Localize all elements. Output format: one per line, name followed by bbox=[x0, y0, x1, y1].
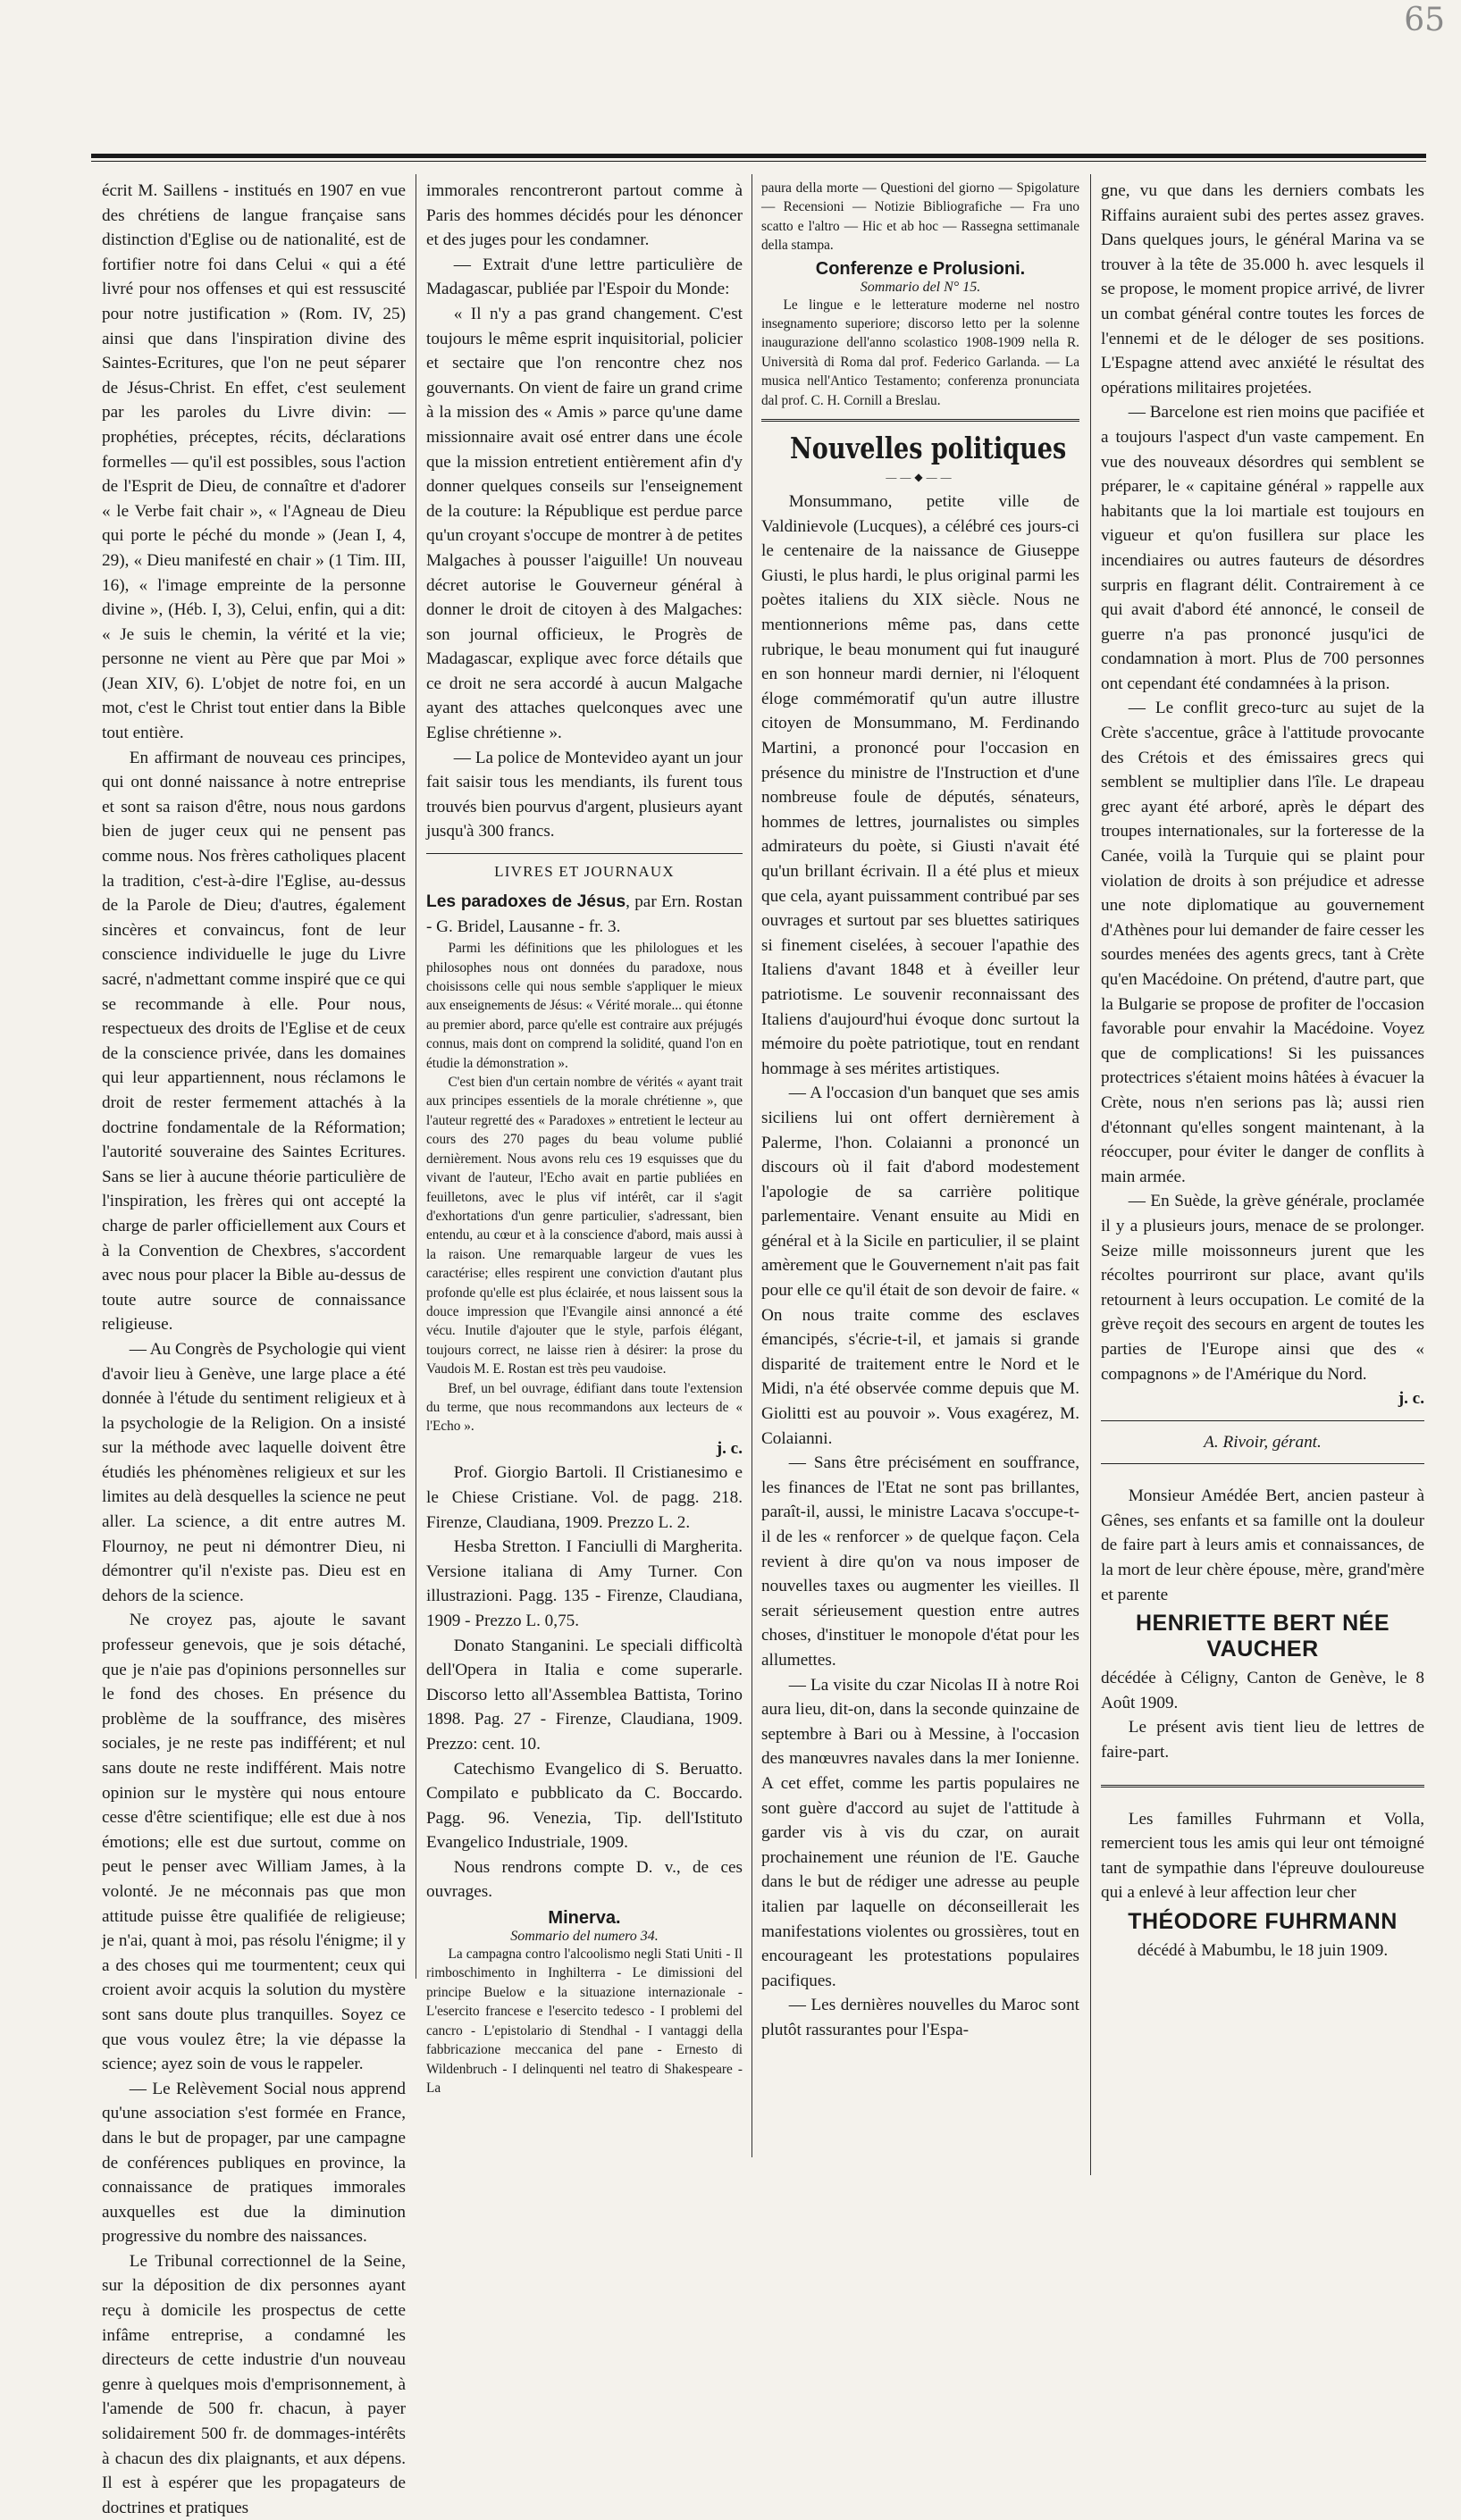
paragraph: Monsummano, petite ville de Valdinievole (Lucques), a célébré ces jours-ci le centenaire de la naissance de Giuseppe Giusti, le plus hardi, le plus original parmi les poètes italiens du XIX siècle. Nous ne mentionnerions même pas, dans cette rubrique, le beau monument qui fut inauguré en son honneur mardi dernier, ni l'éloquent éloge commémoratif qu'un autre illustre citoyen de Monsummano, M. Ferdinando Martini, a prononcé pour l'occasion en présence du ministre de l'Instruction et d'une nombreuse foule de députés, sénateurs, hommes de lettres, journalistes ou simples admirateurs du poète, si Giusti n'avait été qu'un brillant écrivain. Il a été plus et mieux que cela, ayant puissamment contribué par ses ouvrages et surtout par ses bluettes satiriques si finement ciselées, à secouer l'apathie des Italiens d'avant 1848 et à éveiller leur patriotisme. Le souvenir reconnaissant des Italiens d'aujourd'hui évoque donc surtout la mémoire du poète patriotique, tout en rendant hommage à ses mérites artistiques. bbox=[761, 492, 1079, 1078]
section-rule bbox=[761, 419, 1079, 422]
book-entry: Donato Stanganini. Le speciali difficoltà dell'Opera in Italia e come superarle. Discorso letto all'Assemblea Battista, Torino 1898. Pag. 27 - Firenze, Claudiana, 1909. Prezzo: cent. 10. bbox=[426, 1636, 743, 1754]
notice-text: décédée à Céligny, Canton de Genève, le 8 Août 1909. bbox=[1101, 1669, 1424, 1712]
header-rule-thin bbox=[91, 161, 1426, 162]
paragraph: — Le conflit greco-turc au sujet de la Crète s'accentue, grâce à l'attitude provocante des Crétois et des émissaires grecs qui semblent se multiplier dans l'île. Le drapeau grec ayant été arboré, après le départ des troupes internationales, sur la forteresse de la Canée, voilà la Turquie qui se plaint pour violation de droits à son préjudice et adresse une note diplomatique au gouvernement d'Athènes pour lui demander de faire cesser les sourdes menées des agents grecs, tant à Crète qu'en Macédoine. On prétend, d'autre part, que la Bulgarie se propose de profiter de l'occasion favorable pour envahir la Macédoine. Voyez que de complications! Si les puissances protectrices s'étaient moins hâtées à évacuer la Crète, nous n'en serions pas là; aussi rien d'étonnant qu'elles songent maintenant, à la réoccuper, pour éviter le danger de conflits à main armée. bbox=[1101, 699, 1425, 1186]
book-entry: Catechismo Evangelico di S. Beruatto. Compilato e pubblicato da C. Boccardo. Pagg. 96. Venezia, Tip. dell'Istituto Evangelico Industriale, 1909. bbox=[426, 1759, 743, 1853]
section-rule bbox=[426, 853, 743, 854]
gerant-line: A. Rivoir, gérant. bbox=[1204, 1432, 1322, 1452]
section-title: LIVRES ET JOURNAUX bbox=[494, 863, 675, 881]
column-divider bbox=[1090, 174, 1091, 2175]
minerva-subtitle: Sommario del numero 34. bbox=[510, 1929, 659, 1945]
page-number: 65 bbox=[1404, 2, 1445, 38]
column-1 bbox=[102, 179, 406, 2517]
divider bbox=[1101, 1463, 1424, 1464]
review-paragraph: C'est bien d'un certain nombre de vérités « ayant trait aux principes essentiels de la morale chrétienne », que l'auteur regretté des « Paradoxes » entretient le lecteur au cours des 270 pages du beau volume publié dernièrement. Nous avons relu ces 19 esquisses que du vivant de l'auteur, l'Echo avait en partie publiées en feuilletons, avec le plus vif intérêt, car il s'agit d'exhortations d'un genre particulier, s'adressant, bien entendu, au cœur et à la conscience d'abord, mais aussi à la raison. Une remarquable largeur de vues les caractérise; elles respirent une conviction d'autant plus profonde qu'elle est plus éclairée, et nous laissent sous la douce impression que l'Evangile ainsi annoncé a été vécu. Inutile d'ajouter que le style, parfois élégant, toujours correct, ne laisse rien à désirer: la prose du Vaudois M. E. Rostan est très peu vaudoise. bbox=[426, 1075, 743, 1377]
notice-text: Le présent avis tient lieu de lettres de faire-part. bbox=[1101, 1718, 1424, 1762]
notice-text: Les familles Fuhrmann et Volla, remercient tous les amis qui leur ont témoigné tant de sympathie dans l'épreuve douloureuse qui a enlevé à leur affection leur cher bbox=[1101, 1809, 1424, 1903]
deceased-name: THÉODORE FUHRMANN bbox=[1128, 1909, 1398, 1934]
paragraph: immorales rencontreront partout comme à Paris des hommes décidés pour les dénoncer et des juges pour les condamner. bbox=[426, 181, 743, 250]
paragraph: — Extrait d'une lettre particulière de Madagascar, publiée par l'Espoir du Monde: bbox=[426, 255, 743, 299]
paragraph: — Au Congrès de Psychologie qui vient d'avoir lieu à Genève, une large place a été donnée à l'étude du sentiment religieux et à la psychologie de la Religion. On a insisté sur la méthode avec laquelle doivent être étudiés les phénomènes religieux et sur les limites au delà desquelles la science ne peut aller. La science, a dit entre autres M. Flournoy, ne peut ni démontrer Dieu, ni démontrer qu'il n'existe pas. Dieu est en dehors de la science. bbox=[102, 1339, 406, 1605]
book-title: Les paradoxes de Jésus bbox=[426, 892, 626, 912]
minerva-title: Minerva. bbox=[548, 1908, 621, 1929]
column-2 bbox=[426, 179, 743, 2144]
column-divider bbox=[751, 174, 752, 2157]
deceased-name: HENRIETTE BERT NÉE VAUCHER bbox=[1135, 1611, 1390, 1662]
review-paragraph: Parmi les définitions que les philologues et les philosophes nous ont données du paradoxe, nous choisissons celle qui nous semble s'appliquer le mieux aux enseignements de Jésus: « Vérité morale... qui étonne au premier abord, parce qu'elle est contraire aux préjugés connus, mais dont on comprend la solidité, quand l'on en étudie la démonstration ». bbox=[426, 941, 743, 1071]
paragraph: — La police de Montevideo ayant un jour fait saisir tous les mendiants, ils furent tous trouvés bien pourvus d'argent, plusieurs ayant jusqu'à 300 francs. bbox=[426, 748, 743, 841]
conferenze-summary: Le lingue e le letterature moderne nel nostro insegnamento superiore; discorso letto per la solenne inaugurazione dell'anno scolastico 1908-1909 nella R. Università di Roma dal prof. Federico Garlanda. — La musica nell'Antico Testamento; conferenza pronunciata dal prof. C. H. Cornill a Breslau. bbox=[761, 297, 1079, 408]
header-rule bbox=[91, 154, 1426, 158]
paragraph: En affirmant de nouveau ces principes, qui ont donné naissance à notre entreprise et sont sa raison d'être, nous nous gardons bien de juger ceux qui ne pensent pas comme nous. Nos frères catholiques placent la tradition, c'est-à-dire l'Eglise, au-dessus de la Parole de Dieu; d'autres, également sincères et convaincus, font de leur conscience individuelle le juge du Livre sacré, n'admettant comme inspiré que ce qui se recommande à elle. Pour nous, respectueux des droits de l'Eglise et de ceux de la conscience privée, dans les domaines qui leur appartiennent, nous réclamons le droit de rester fermement attachés à la doctrine fondamentale de la Réformation; l'autorité souveraine des Saintes Ecritures. Sans se lier à aucune théorie particulière de l'inspiration, les frères qui ont accepté la charge de parler officiellement aux Cours et à la Convention de Chexbres, s'accordent avec nous pour placer la Bible au-dessus de toute autre source de connaissance religieuse. bbox=[102, 748, 406, 1335]
signature: j. c. bbox=[716, 1438, 743, 1458]
column-3 bbox=[761, 179, 1079, 2175]
paragraph: — En Suède, la grève générale, proclamée il y a plusieurs jours, menace de se prolonger. Seize mille moissonneurs jurent que les récoltes pourriront sur place, avant qu'ils retournent à leurs occupation. Le comité de la grève reçoit des secours en argent de toutes les parties de l'Europe ainsi que des « compagnons » de l'Amérique du Nord. bbox=[1101, 1192, 1424, 1384]
book-entry: Prof. Giorgio Bartoli. Il Cristianesimo e le Chiese Cristiane. Vol. de pagg. 218. Firenze, Claudiana, 1909. Prezzo L. 2. bbox=[426, 1463, 743, 1532]
minerva-summary-cont: paura della morte — Questioni del giorno — Spigolature — Recensioni — Notizie Bibliografiche — Fra uno scatto e l'altro — Hic et ab hoc — Rassegna settimanale della stampa. bbox=[761, 180, 1079, 254]
conferenze-subtitle: Sommario del N° 15. bbox=[860, 279, 981, 295]
book-entry bbox=[426, 890, 743, 939]
paragraph: — Le Relèvement Social nous apprend qu'une association s'est formée en France, dans le but de propager, par une campagne de conférences publiques en province, la connaissance de pratiques immorales auxquelles est due la diminution progressive du nombre des naissances. bbox=[102, 2079, 406, 2247]
review-paragraph: Bref, un bel ouvrage, édifiant dans toute l'extension du terme, que nous recommandons aux lecteurs de « l'Echo ». bbox=[426, 1380, 743, 1435]
paragraph: Le Tribunal correctionnel de la Seine, sur la déposition de dix personnes ayant reçu à domicile les prospectus de cette infâme entreprise, a condamné les directeurs de cette industrie d'un nouveau genre à quelques mois d'emprisonnement, à l'amende de 500 fr. chacun, à payer solidairement 500 fr. de dommages-intérêts à chacun des dix plaignants, et aux dépens. Il est à espérer que les propagateurs de doctrines et pratiques bbox=[102, 2251, 406, 2517]
divider bbox=[1101, 1785, 1424, 1787]
minerva-summary: La campagna contro l'alcoolismo negli Stati Uniti - Il rimboschimento in Inghilterra - Le dimissioni del principe Buelow e la situazione internazionale - L'esercito francese e l'esercito tedesco - I problemi del cancro - L'epistolario di Stendhal - I vantaggi della fabbricazione meccanica del pane - Ernesto di Wildenbruch - I delinquenti nel teatro di Shakespeare - La bbox=[426, 1947, 743, 2096]
paragraph: — La visite du czar Nicolas II à notre Roi aura lieu, dit-on, dans la seconde quinzaine de septembre à Bari ou à Messine, à l'occasion des manœuvres navales dans la mer Ionienne. A cet effet, comme les partis populaires ne sont guère d'accord au sujet de l'attitude à garder vis à vis du czar, on aurait prochainement une réunion de l'E. Gauche dans le but de rédiger une adresse au peuple italien par laquelle on déconseillerait les manifestations violentes ou grossières, tout en encourageant les protestations populaires pacifiques. bbox=[761, 1675, 1079, 1990]
book-ref: , par Ern. Rostan - G. Bridel, Lausanne - fr. 3. bbox=[426, 892, 743, 936]
paragraph: — Les dernières nouvelles du Maroc sont plutôt rassurantes pour l'Espa- bbox=[761, 1996, 1079, 2039]
paragraph: Ne croyez pas, ajoute le savant professeur genevois, que je sois détaché, que je n'aie pas d'opinions personnelles sur le fond des choses. En présence du problème de la souffrance, des misères sociales, je ne reste pas indifférent; et nul sans doute ne reste indifférent. Mais notre opinion sur le mystère qui nous entoure cesse d'être scientifique; elle est due à nos émotions; elle est due surtout, comme on peut le penser avec William James, à la volonté. Je ne méconnais pas que mon attitude puisse être qualifiée de religieuse; je n'ai, quant à moi, pas résolu l'énigme; il y a des choses qui me tourmentent; ceux qui croient avoir acquis la solution du mystère sont sans doute plus tranquilles. Soyez ce que vous voulez être; la vie dépasse la science; ayez soin de vous le rappeler. bbox=[102, 1611, 406, 2074]
paragraph: — Barcelone est rien moins que pacifiée et a toujours l'aspect d'un vaste campement. En vue des nouveaux désordres qui semblent se préparer, le « capitaine général » rappelle aux habitants que la loi martiale est toujours en vigueur et qu'on fusillera sur place les incendiaires ou autres fauteurs de désordres surpris en flagrant délit. Contrairement à ce qui avait d'abord été annoncé, le conseil de guerre n'a pas prononcé jusqu'ici de condamnation à mort. Plus de 700 personnes ont cependant été condamnées à la prison. bbox=[1101, 403, 1424, 693]
paragraph: Nous rendrons compte D. v., de ces ouvrages. bbox=[426, 1857, 743, 1902]
conferenze-title: Conferenze e Prolusioni. bbox=[815, 258, 1026, 279]
ornament-divider: ——◆—— bbox=[886, 471, 955, 484]
paragraph: écrit M. Saillens - institués en 1907 en vue des chrétiens de langue française sans distinction d'Eglise ou de nationalité, est de fortifier notre foi dans Celui « qui a été livré pour nos offenses et qui est ressuscité pour notre justification » (Rom. IV, 25) ainsi que dans l'inspiration divine des Saintes-Ecritures, que l'on ne peut séparer de Jésus-Christ. En effet, c'est seulement par les paroles du Livre divin: — prophéties, préceptes, récits, déclarations formelles — qu'il est possibles, sous l'action de l'Esprit de Dieu, de connaître et d'adorer « le Verbe fait chair », « l'Agneau de Dieu qui porte le péché du monde » (Jean I, 4, 29), « Dieu manifesté en chair » (1 Tim. III, 16), « l'image empreinte de la personne divine », (Héb. I, 3), Celui, enfin, qui a dit: « Je suis le chemin, la vérité et la vie; personne ne vient au Père que par Moi » (Jean XIV, 6). L'objet de notre foi, en un mot, c'est le Christ tout entier dans la Bible tout entière. bbox=[102, 181, 406, 743]
paragraph: — Sans être précisément en souffrance, les finances de l'Etat ne sont pas brillantes, paraît-il, aussi, le ministre Lacava s'occupe-t-il de les « renforcer » de quelque façon. Cela revient à dire qu'on va nous imposer de nouvelles taxes ou augmenter les vieilles. Il serait sérieusement question entre autres choses, d'instituer le monopole d'état pour les allumettes. bbox=[761, 1453, 1079, 1670]
book-entry: Hesba Stretton. I Fanciulli di Margherita. Versione italiana di Amy Turner. Con illustrazioni. Pagg. 135 - Firenze, Claudiana, 1909 - Prezzo L. 0,75. bbox=[426, 1537, 743, 1630]
signature: j. c. bbox=[1398, 1389, 1424, 1409]
paragraph: gne, vu que dans les derniers combats les Riffains auraient subi des pertes assez graves. Dans quelques jours, le général Marina va se trouver à la tête de 35.000 h. avec lesquels il se propose, le moment propice arrivé, de livrer un combat général contre toutes les forces de l'ennemi et de le déloger de ses positions. L'Espagne attend avec anxiété le résultat des opérations militaires projetées. bbox=[1101, 181, 1424, 398]
divider bbox=[1101, 1420, 1424, 1421]
notice-text: Monsieur Amédée Bert, ancien pasteur à Gênes, ses enfants et sa famille ont la douleur de faire part à leurs amis et connaissances, de la mort de leur chère épouse, mère, grand'mère et parente bbox=[1101, 1486, 1424, 1604]
paragraph: — A l'occasion d'un banquet que ses amis siciliens lui ont offert dernièrement à Palerme, l'hon. Colaianni a prononcé un discours où il fait d'abord modestement l'apologie de sa carrière politique parlementaire. Venant ensuite au Midi en général et à la Sicile en particulier, il se plaint amèrement que le Gouvernement n'ait pas fait pour elle ce qu'il était de son devoir de faire. « On nous traite comme des esclaves émancipés, s'écrie-t-il, et jamais si grande disparité de traitement entre le Nord et le Midi, n'a été observée comme depuis que M. Giolitti est au pouvoir ». Vous exagérez, M. Colaianni. bbox=[761, 1084, 1079, 1448]
column-4 bbox=[1101, 179, 1424, 2171]
section-title: Nouvelles politiques bbox=[790, 431, 1067, 466]
paragraph: « Il n'y a pas grand changement. C'est toujours le même esprit inquisitorial, policier et sectaire que l'on rencontre chez nos gouvernants. On vient de faire un grand crime à la mission des « Amis » parce qu'une dame missionnaire avait osé entrer dans une école que la mission entretient entièrement afin d'y donner quelques conseils sur l'enseignement de la couture: la République est perdue parce qu'un croyant s'occupe de montrer à de petites Malgaches à pousser l'aiguille! Un nouveau décret autorise le Gouverneur général à donner le droit de citoyen à des Malgaches: son journal officieux, le Progrès de Madagascar, explique avec force détails que ce droit ne sera accordé à aucun Malgache ayant des attaches quelconques avec une Eglise chrétienne ». bbox=[426, 304, 743, 743]
notice-text: décédé à Mabumbu, le 18 juin 1909. bbox=[1137, 1941, 1389, 1960]
